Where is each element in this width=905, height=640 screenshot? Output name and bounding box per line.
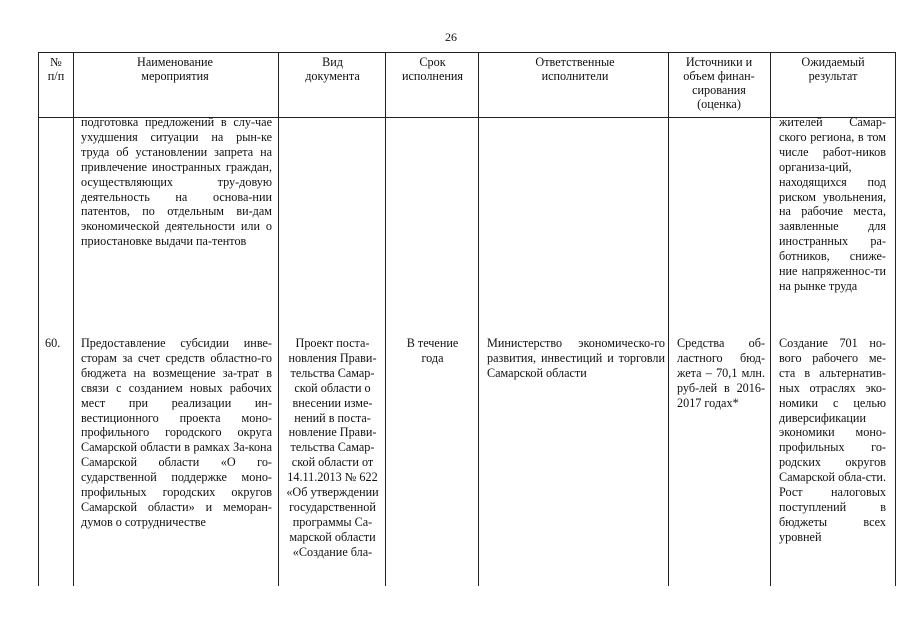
col-border bbox=[385, 52, 386, 586]
header-name: Наименование мероприятия bbox=[137, 55, 213, 83]
col-border bbox=[278, 52, 279, 586]
row60-source-cell: Средства об-ластного бюд-жета – 70,1 млн. руб-лей в 2016-2017 годах* bbox=[677, 336, 765, 410]
header-term: Срок исполнения bbox=[401, 55, 464, 83]
row60-doc-cell: Проект поста-новления Прави-тельства Самар-ской области о внесении изме-нений в поста-новление Прави-тельства Самар-ской области от 14.11.2013 № 622 «Об утверждении государственной программы Са-марской области «Создание бла- bbox=[286, 336, 379, 559]
row60-name-cell: Предоставление субсидии инве-сторам за счет средств областно-го бюджета на возмещение за-трат в связи с созданием новых рабочих мест при реализации ин-вестиционного проекта моно-профильного городского округа Самарской области в рамках За-кона Самарской области «О го-сударственной поддержке моно-профильных городских округов Самарской области» и меморан-думов о сотрудничестве bbox=[81, 336, 272, 529]
col-border bbox=[770, 52, 771, 586]
col-border bbox=[73, 52, 74, 586]
row60-term-cell: В течение года bbox=[406, 336, 459, 365]
col-border bbox=[478, 52, 479, 586]
col-border bbox=[38, 52, 39, 586]
header-doc: Вид документа bbox=[305, 55, 360, 83]
col-border bbox=[895, 52, 896, 586]
cont-name-cell: подготовка предложений в слу-чае ухудшения ситуации на рын-ке труда об установлении запрета на привлечение иностранных граждан, осуществляющих тру-довую деятельность на основа-нии патентов, по отдельным ви-дам экономической деятельности или о приостановке выдачи па-тентов bbox=[81, 115, 272, 249]
header-exec: Ответственные исполнители bbox=[535, 55, 615, 83]
row60-result-cell: Создание 701 но-вого рабочего ме-ста в альтернатив-ных отраслях эко-номики с целью диверсификации экономики моно-профильных го-родских округов Самарской обла-сти. Рост налоговых поступлений в бюджеты всех уровней bbox=[779, 336, 886, 544]
header-result: Ожидаемый результат bbox=[801, 55, 865, 83]
cont-result-cell: жителей Самар-ского региона, в том числе работ-ников организа-ций, находящихся под риском увольнения, на рабочие места, заявленные для иностранных ра-ботников, сниже-ние напряженнос-ти на рынке труда bbox=[779, 115, 886, 293]
row-border bbox=[38, 52, 896, 53]
header-source: Источники и объем финан-сирования (оценка) bbox=[683, 55, 755, 111]
page-number: 26 bbox=[445, 30, 457, 44]
header-num: № п/п bbox=[47, 55, 65, 83]
row60-exec-cell: Министерство экономическо-го развития, инвестиций и торговли Самарской области bbox=[487, 336, 665, 380]
col-border bbox=[668, 52, 669, 586]
row60-num-cell: 60. bbox=[45, 336, 61, 350]
